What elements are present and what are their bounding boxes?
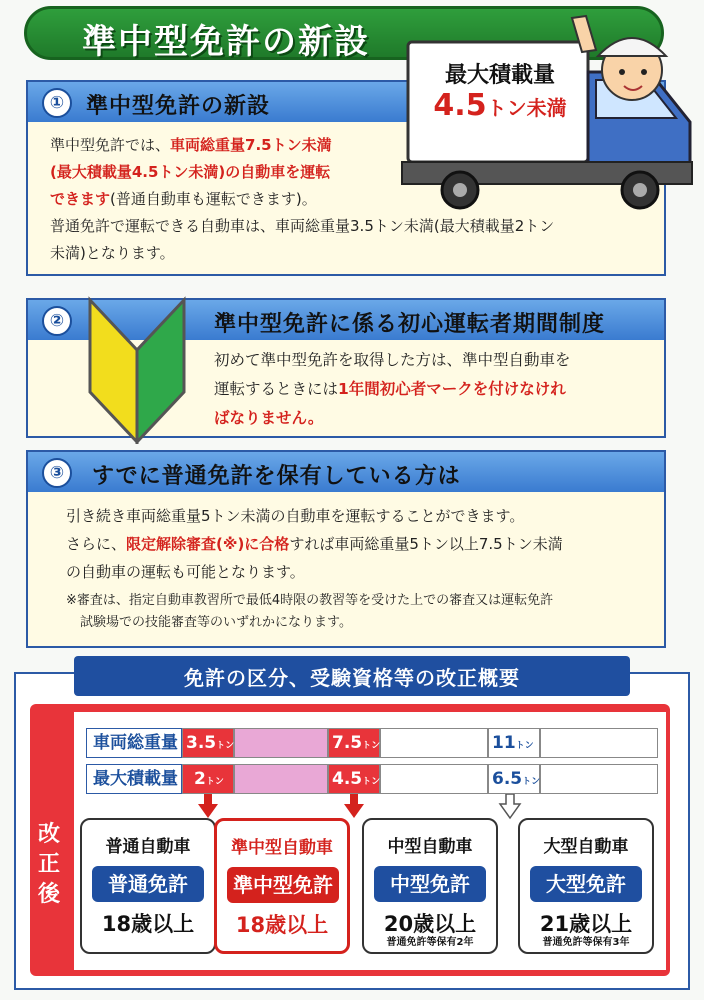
arrow-down-icon <box>342 794 366 820</box>
arrow-down-icon <box>196 794 220 820</box>
max-load-value-2: 4.5トン <box>332 769 381 789</box>
license-badge: 大型免許 <box>530 866 642 902</box>
section-1-line-3: できます(普通自動車も運転できます)。 <box>50 190 317 208</box>
section-1-line-5: 未満)となります。 <box>50 244 175 262</box>
section-2-title: 準中型免許に係る初心運転者期間制度 <box>214 312 606 337</box>
section-3-title: すでに普通免許を保有している方は <box>92 464 461 489</box>
row-gross-weight-label: 車両総重量 <box>86 728 182 758</box>
truck-label-line2: 4.5トン未満 <box>433 88 567 123</box>
section-3-line-2: さらに、限定解除審査(※)に合格すれば車両総重量5トン以上7.5トン未満 <box>66 535 563 553</box>
card-semi-medium: 準中型自動車 準中型免許 18歳以上 <box>214 818 350 954</box>
section-1-number: ① <box>42 88 72 118</box>
row-max-load-label: 最大積載量 <box>86 764 182 794</box>
max-load-value-1: 2トン <box>194 769 224 789</box>
section-1-line-1: 準中型免許では、車両総重量7.5トン未満 <box>50 136 332 154</box>
card-standard: 普通自動車 普通免許 18歳以上 <box>80 818 216 954</box>
section-2-number: ② <box>42 306 72 336</box>
section-3 <box>26 450 666 648</box>
section-2-line-2: 運転するときには1年間初心者マークを付けなけれ <box>214 380 566 398</box>
card-medium: 中型自動車 中型免許 20歳以上 普通免許等保有2年 <box>362 818 498 954</box>
truck-label-line1: 最大積載量 <box>444 63 555 88</box>
license-badge: 中型免許 <box>374 866 486 902</box>
section-3-line-1: 引き続き車両総重量5トン未満の自動車を運転することができます。 <box>66 507 525 525</box>
arrow-down-icon <box>498 794 522 820</box>
beginner-mark-icon <box>84 296 190 444</box>
gross-weight-value-1: 3.5トン <box>186 733 235 753</box>
page-title: 準中型免許の新設 <box>82 22 370 62</box>
card-large: 大型自動車 大型免許 21歳以上 普通免許等保有3年 <box>518 818 654 954</box>
section-1-line-4: 普通免許で運転できる自動車は、車両総重量3.5トン未満(最大積載量2トン <box>50 217 555 235</box>
section-3-body <box>66 502 563 586</box>
table-banner-title: 免許の区分、受験資格等の改正概要 <box>184 666 520 690</box>
section-1-line-2: (最大積載量4.5トン未満)の自動車を運転 <box>50 163 331 181</box>
section-3-line-3: の自動車の運転も可能となります。 <box>66 563 305 581</box>
license-badge: 普通免許 <box>92 866 204 902</box>
section-2-body <box>214 346 571 433</box>
section-2-line-1: 初めて準中型免許を取得した方は、準中型自動車を <box>214 351 571 369</box>
section-2-line-3: ばなりません。 <box>214 409 324 427</box>
gross-weight-value-2: 7.5トン <box>332 733 381 753</box>
revised-side-label: 改正後 <box>37 822 60 907</box>
section-3-number: ③ <box>42 458 72 488</box>
section-3-note: ※審査は、指定自動車教習所で最低4時限の教習等を受けた上での審査又は運転免許 試験場での技能審査等のいずれかになります。 <box>66 593 554 630</box>
driver-helmet <box>598 38 666 56</box>
gross-weight-value-3: 11トン <box>492 733 534 753</box>
license-badge: 準中型免許 <box>227 867 339 903</box>
max-load-value-3: 6.5トン <box>492 769 541 789</box>
section-1-title: 準中型免許の新設 <box>86 94 271 119</box>
